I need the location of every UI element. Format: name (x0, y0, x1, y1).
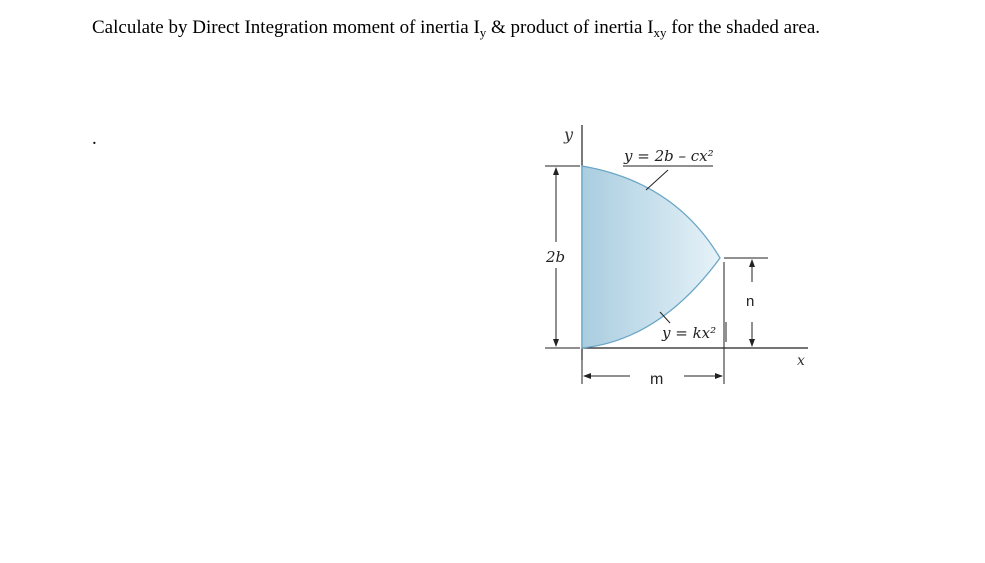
lower-curve-equation: y = kx² (662, 324, 717, 342)
dim-m-arrow-left (583, 373, 591, 379)
offset-label: n (746, 293, 755, 310)
dim-n-arrow-up (749, 259, 755, 267)
shaded-area (582, 166, 720, 348)
question-text: Calculate by Direct Integration moment of inertia $I_y$ & product of inertia $I_{xy}$ for the shaded area. (92, 17, 821, 40)
ixy-subscript: xy (653, 25, 667, 40)
height-label: 2b (546, 248, 566, 266)
stray-dot: . (92, 128, 97, 149)
upper-curve-equation: y = 2b – cx² (624, 147, 714, 165)
iy-subscript: y (479, 25, 487, 40)
x-axis-label: x (797, 353, 805, 369)
width-label: m (650, 371, 664, 388)
dim-n-arrow-down (749, 339, 755, 347)
dim-2b-arrow-up (553, 167, 559, 175)
upper-curve-pointer (646, 170, 668, 190)
y-axis-label: y (564, 125, 574, 144)
dim-2b-arrow-down (553, 339, 559, 347)
dim-m-arrow-right (715, 373, 723, 379)
